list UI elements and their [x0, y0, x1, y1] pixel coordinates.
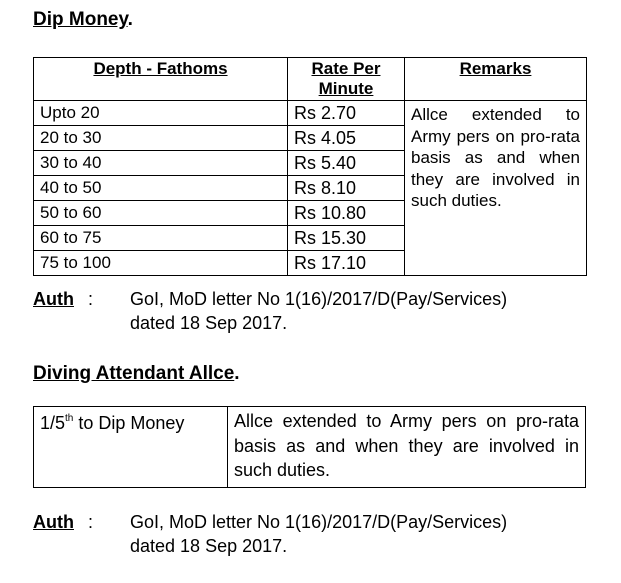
rate-cell: Rs 17.10: [288, 251, 405, 276]
remarks-cell: Allce extended to Army pers on pro-rata basis as and when they are involved in such duties.: [405, 101, 587, 276]
rate-fraction-cell: [34, 407, 228, 488]
depth-cell: 50 to 60: [34, 201, 288, 226]
table-row: [34, 101, 587, 126]
dip-money-title-period: .: [127, 9, 133, 30]
rate-cell: Rs 10.80: [288, 201, 405, 226]
auth-date-line: dated 18 Sep 2017.: [130, 536, 288, 556]
diving-remarks-cell: Allce extended to Army pers on pro-rata basis as and when they are involved in such duties.: [228, 407, 586, 488]
rate-cell: Rs 15.30: [288, 226, 405, 251]
table-row: [34, 407, 586, 488]
diving-attendant-title-period: .: [234, 363, 240, 384]
rate-cell: Rs 8.10: [288, 176, 405, 201]
auth-letter-line: GoI, MoD letter No 1(16)/2017/D(Pay/Services): [130, 512, 508, 532]
depth-cell: Upto 20: [34, 101, 288, 126]
depth-cell: 40 to 50: [34, 176, 288, 201]
column-header-rate: Rate Per Minute: [288, 58, 405, 101]
dip-money-title: Dip Money: [33, 9, 128, 30]
diving-attendant-title: Diving Attendant Allce: [33, 363, 235, 384]
dip-money-heading: [33, 9, 133, 31]
auth-reference-2: [130, 510, 507, 558]
rate-cell: Rs 5.40: [288, 151, 405, 176]
auth-block-1: [33, 289, 74, 310]
depth-cell: 60 to 75: [34, 226, 288, 251]
auth-block-2: [33, 512, 74, 533]
table-header-row: [34, 58, 587, 101]
column-header-depth: Depth - Fathoms: [34, 58, 288, 101]
fraction-superscript: th: [65, 413, 74, 424]
fraction-rest: to Dip Money: [73, 413, 185, 433]
auth-label: Auth: [33, 512, 74, 532]
depth-cell: 30 to 40: [34, 151, 288, 176]
depth-cell: 20 to 30: [34, 126, 288, 151]
diving-attendant-heading: [33, 363, 240, 385]
auth-colon: :: [88, 289, 94, 309]
dip-money-table: [33, 57, 587, 276]
column-header-remarks: Remarks: [405, 58, 587, 101]
auth-reference-1: [130, 287, 507, 335]
diving-attendant-table: [33, 406, 586, 488]
rate-cell: Rs 2.70: [288, 101, 405, 126]
auth-letter-line: GoI, MoD letter No 1(16)/2017/D(Pay/Services): [130, 289, 508, 309]
depth-cell: 75 to 100: [34, 251, 288, 276]
rate-cell: Rs 4.05: [288, 126, 405, 151]
fraction-base: 1/5: [40, 413, 66, 433]
auth-colon: :: [88, 512, 94, 532]
auth-date-line: dated 18 Sep 2017.: [130, 313, 288, 333]
auth-label: Auth: [33, 289, 74, 309]
